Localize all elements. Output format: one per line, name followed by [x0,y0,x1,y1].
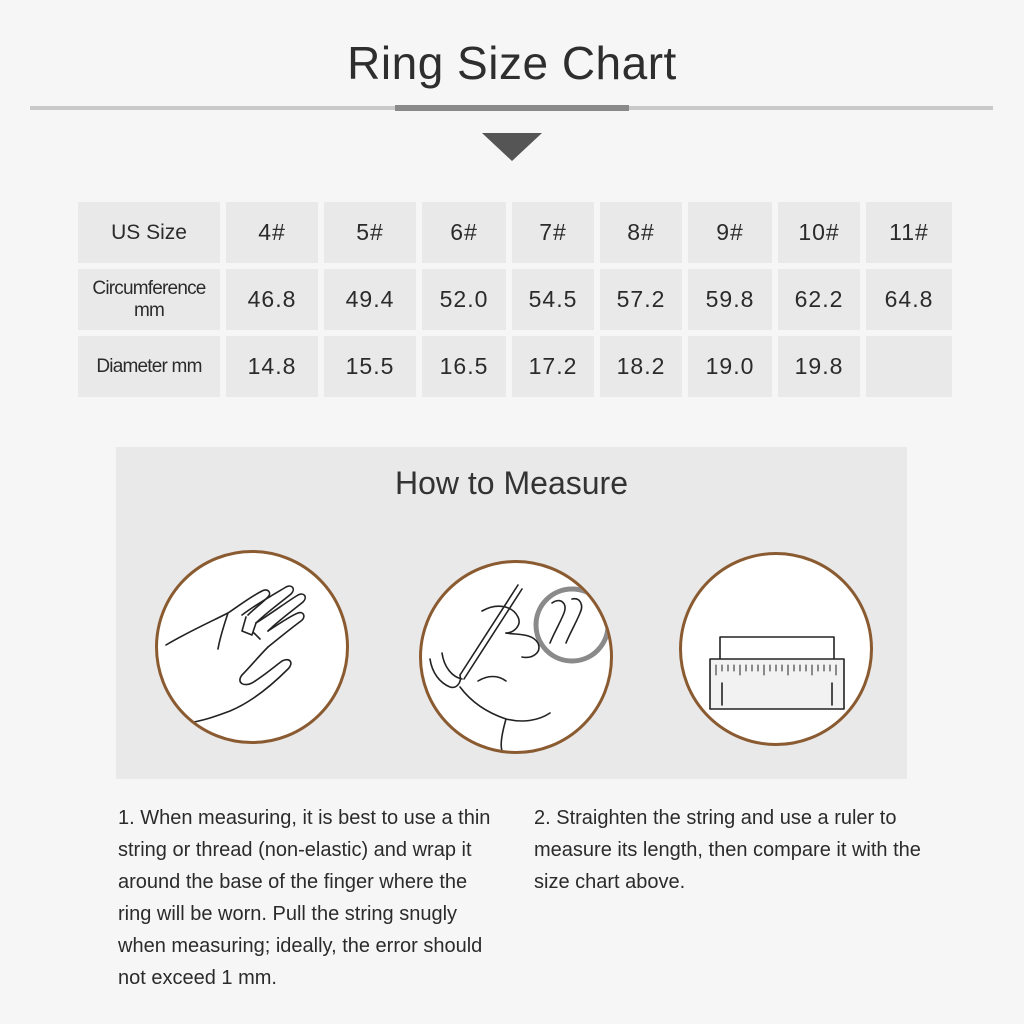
table-cell: 17.2 [512,336,594,397]
page-title: Ring Size Chart [347,37,677,89]
table-cell: 4# [226,202,318,263]
table-row-diameter [78,336,952,397]
step-two-text: 2. Straighten the string and use a ruler to measure its length, then compare it with the size chart above. [534,807,921,893]
table-cell: 10# [778,202,860,263]
row-label: US Size [78,202,220,263]
table-cell: 8# [600,202,682,263]
table-row-us-size [78,202,952,263]
how-to-measure-panel [116,447,907,779]
table-cell: 11# [866,202,952,263]
table-cell: 46.8 [226,269,318,330]
size-table [72,196,958,403]
ruler-icon [679,552,873,746]
table-cell: 54.5 [512,269,594,330]
table-cell [866,336,952,397]
table-cell: 59.8 [688,269,772,330]
table-cell: 62.2 [778,269,860,330]
hand-with-string-icon [155,550,349,744]
table-row-circumference [78,269,952,330]
panel-title: How to Measure [395,465,628,501]
table-cell: 5# [324,202,416,263]
table-cell: 52.0 [422,269,506,330]
table-cell: 64.8 [866,269,952,330]
hand-wrapping-finger-icon [419,560,613,754]
table-cell: 49.4 [324,269,416,330]
down-arrow-icon [482,133,542,161]
table-cell: 7# [512,202,594,263]
table-cell: 14.8 [226,336,318,397]
row-label: Circumference mm [78,269,220,330]
row-label: Diameter mm [78,336,220,397]
table-cell: 18.2 [600,336,682,397]
table-cell: 15.5 [324,336,416,397]
step-one-text: 1. When measuring, it is best to use a thin string or thread (non-elastic) and wrap it around the base of the finger where the ring will be worn. Pull the string snugly when measuring; ideally, the error should not exceed 1 mm. [118,807,491,989]
table-cell: 19.8 [778,336,860,397]
title-divider-accent [395,105,629,111]
table-cell: 16.5 [422,336,506,397]
table-cell: 57.2 [600,269,682,330]
table-cell: 19.0 [688,336,772,397]
table-cell: 9# [688,202,772,263]
table-cell: 6# [422,202,506,263]
